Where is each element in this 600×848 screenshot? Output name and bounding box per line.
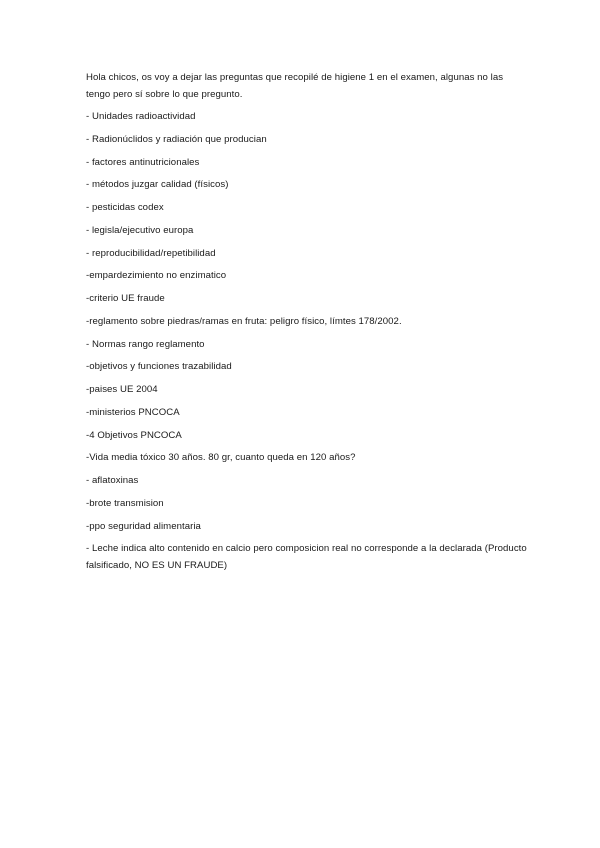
intro-paragraph: Hola chicos, os voy a dejar las preguntas que recopilé de higiene 1 en el examen, algunas no las tengo pero sí sobre lo que pregunto. <box>86 72 504 100</box>
question-item: - Normas rango reglamento <box>86 338 205 350</box>
question-list <box>86 108 530 574</box>
question-item: - Unidades radioactividad <box>86 111 196 122</box>
question-item: -objetivos y funciones trazabilidad <box>86 361 232 373</box>
question-item: -ministerios PNCOCA <box>86 406 180 418</box>
question-item: - legisla/ejecutivo europa <box>86 224 194 236</box>
question-item: - reproducibilidad/repetibilidad <box>86 247 216 259</box>
question-item: - métodos juzgar calidad (físicos) <box>86 179 229 191</box>
question-item: -paises UE 2004 <box>86 384 158 395</box>
question-item: -empardezimiento no enzimatico <box>86 270 227 282</box>
question-item: -criterio UE fraude <box>86 293 165 304</box>
question-item: - aflatoxinas <box>86 475 139 486</box>
question-item: - factores antinutricionales <box>86 156 200 168</box>
question-item: - Radionúclidos y radiación que producian <box>86 133 267 145</box>
question-item: -ppo seguridad alimentaria <box>86 520 201 532</box>
question-item: -Vida media tóxico 30 años. 80 gr, cuanto queda en 120 años? <box>86 452 356 464</box>
question-item: -4 Objetivos PNCOCA <box>86 429 182 441</box>
question-item: -reglamento sobre piedras/ramas en fruta: peligro físico, límtes 178/2002. <box>86 315 402 327</box>
question-item: - Leche indica alto contenido en calcio pero composicion real no corresponde a la declarada (Producto falsificado, NO ES UN FRAUDE) <box>86 543 527 572</box>
question-item: -brote transmision <box>86 497 164 509</box>
question-item: - pesticidas codex <box>86 202 164 213</box>
